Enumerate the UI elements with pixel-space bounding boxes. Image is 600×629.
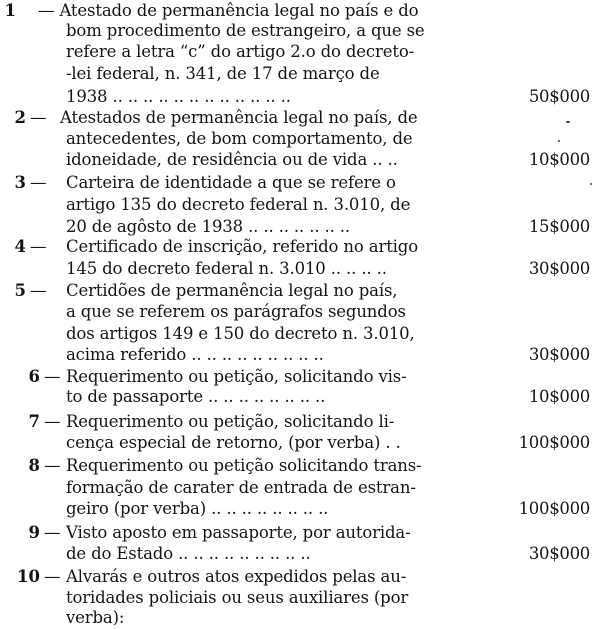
ink-speck bbox=[566, 121, 570, 123]
item-2-line-3 bbox=[0, 149, 600, 171]
item-5-text-line: Certidões de permanência legal no país, bbox=[66, 281, 398, 300]
item-2-text-line: antecedentes, de bom comportamento, de bbox=[66, 129, 413, 148]
item-dash: — bbox=[44, 523, 61, 542]
item-5-line-1 bbox=[0, 280, 600, 302]
item-dash: — bbox=[44, 456, 61, 475]
item-3-text-line: artigo 135 do decreto federal n. 3.010, de bbox=[66, 195, 411, 214]
item-6-line-2 bbox=[0, 386, 600, 408]
item-9-text-line: Visto aposto em passaporte, por autorida- bbox=[66, 523, 411, 542]
item-6-number: 6 bbox=[28, 367, 40, 386]
ink-speck bbox=[590, 183, 592, 185]
item-1-text-line: 1938 .. .. .. .. .. .. .. .. .. .. .. .. bbox=[66, 87, 291, 106]
item-3-line-2 bbox=[0, 194, 600, 216]
item-1-line-4 bbox=[0, 63, 600, 85]
item-5-line-3 bbox=[0, 323, 600, 345]
item-3-number: 3 bbox=[14, 173, 26, 192]
item-10-number: 10 bbox=[17, 567, 40, 586]
item-8-line-2 bbox=[0, 477, 600, 499]
item-8-line-3 bbox=[0, 498, 600, 520]
item-1-line-3 bbox=[0, 41, 600, 63]
item-4-value: 30$000 bbox=[528, 259, 590, 278]
item-8-text-line: geiro (por verba) .. .. .. .. .. .. .. .. bbox=[66, 499, 329, 518]
item-7-line-2 bbox=[0, 432, 600, 454]
item-8-text-line: formação de carater de entrada de estran- bbox=[66, 478, 416, 497]
item-2-text-line: idoneidade, de residência ou de vida .. .. bbox=[66, 150, 398, 169]
item-6-text-line: Requerimento ou petição, solicitando vis- bbox=[66, 367, 407, 386]
item-9-number: 9 bbox=[28, 523, 40, 542]
item-dash: — bbox=[30, 173, 47, 192]
item-9-line-2 bbox=[0, 543, 600, 565]
item-8-line-1 bbox=[0, 455, 600, 477]
ink-speck bbox=[558, 140, 560, 142]
item-5-value: 30$000 bbox=[528, 345, 590, 364]
item-6-value: 10$000 bbox=[528, 387, 590, 406]
item-3-text-line: Carteira de identidade a que se refere o bbox=[66, 173, 396, 192]
item-3-text-line: 20 de agôsto de 1938 .. .. .. .. .. .. .. bbox=[66, 217, 350, 236]
item-6-text-line: to de passaporte .. .. .. .. .. .. .. .. bbox=[66, 387, 326, 406]
item-7-text-line: cença especial de retorno, (por verba) . . bbox=[66, 433, 401, 452]
item-1-line-1 bbox=[0, 0, 600, 22]
item-1-text-line: refere a letra “c” do artigo 2.o do decreto- bbox=[66, 42, 415, 61]
item-7-number: 7 bbox=[28, 412, 40, 431]
item-10-text-line: toridades policiais ou seus auxiliares (por bbox=[66, 588, 409, 607]
item-4-text-line: 145 do decreto federal n. 3.010 .. .. .. .. bbox=[66, 259, 387, 278]
item-5-number: 5 bbox=[14, 281, 26, 300]
item-5-line-2 bbox=[0, 301, 600, 323]
item-dash: — bbox=[30, 237, 47, 256]
item-10-line-1 bbox=[0, 566, 600, 588]
item-2-line-1 bbox=[0, 107, 600, 129]
item-8-text-line: Requerimento ou petição solicitando trans- bbox=[66, 456, 422, 475]
item-1-line-5 bbox=[0, 86, 600, 108]
item-3-line-3 bbox=[0, 216, 600, 238]
item-5-text-line: a que se referem os parágrafos segundos bbox=[66, 302, 406, 321]
item-2-number: 2 bbox=[14, 108, 26, 127]
item-6-line-1 bbox=[0, 366, 600, 388]
item-10-line-3 bbox=[0, 607, 600, 629]
item-2-line-2 bbox=[0, 128, 600, 150]
item-4-number: 4 bbox=[14, 237, 26, 256]
item-3-value: 15$000 bbox=[528, 217, 590, 236]
item-1-text-line: -lei federal, n. 341, de 17 de março de bbox=[66, 64, 380, 83]
item-10-text-line: Alvarás e outros atos expedidos pelas au- bbox=[66, 567, 407, 586]
item-9-text-line: de do Estado .. .. .. .. .. .. .. .. .. bbox=[66, 544, 311, 563]
item-1-text-line: — Atestado de permanência legal no país e do bbox=[38, 1, 419, 20]
item-4-line-2 bbox=[0, 258, 600, 280]
item-dash: — bbox=[44, 567, 61, 586]
item-2-value: 10$000 bbox=[528, 150, 590, 169]
item-dash: — bbox=[44, 367, 61, 386]
item-4-text-line: Certificado de inscrição, referido no artigo bbox=[66, 237, 419, 256]
item-1-number: 1 bbox=[4, 1, 16, 20]
item-4-line-1 bbox=[0, 236, 600, 258]
item-9-value: 30$000 bbox=[528, 544, 590, 563]
item-5-line-4 bbox=[0, 344, 600, 366]
item-7-value: 100$000 bbox=[518, 433, 590, 452]
item-dash: — bbox=[30, 108, 47, 127]
item-5-text-line: dos artigos 149 e 150 do decreto n. 3.010, bbox=[66, 324, 415, 343]
item-dash: — bbox=[30, 281, 47, 300]
item-1-value: 50$000 bbox=[528, 87, 590, 106]
item-7-line-1 bbox=[0, 411, 600, 433]
item-8-value: 100$000 bbox=[518, 499, 590, 518]
item-9-line-1 bbox=[0, 522, 600, 544]
item-dash: — bbox=[44, 412, 61, 431]
item-7-text-line: Requerimento ou petição, solicitando li- bbox=[66, 412, 395, 431]
item-2-text-line: Atestados de permanência legal no país, de bbox=[60, 108, 418, 127]
item-5-text-line: acima referido .. .. .. .. .. .. .. .. .. bbox=[66, 345, 324, 364]
item-10-line-2 bbox=[0, 587, 600, 609]
item-3-line-1 bbox=[0, 172, 600, 194]
item-8-number: 8 bbox=[28, 456, 40, 475]
item-1-line-2 bbox=[0, 20, 600, 42]
item-10-text-line: verba): bbox=[66, 608, 125, 627]
item-1-text-line: bom procedimento de estrangeiro, a que se bbox=[66, 21, 425, 40]
